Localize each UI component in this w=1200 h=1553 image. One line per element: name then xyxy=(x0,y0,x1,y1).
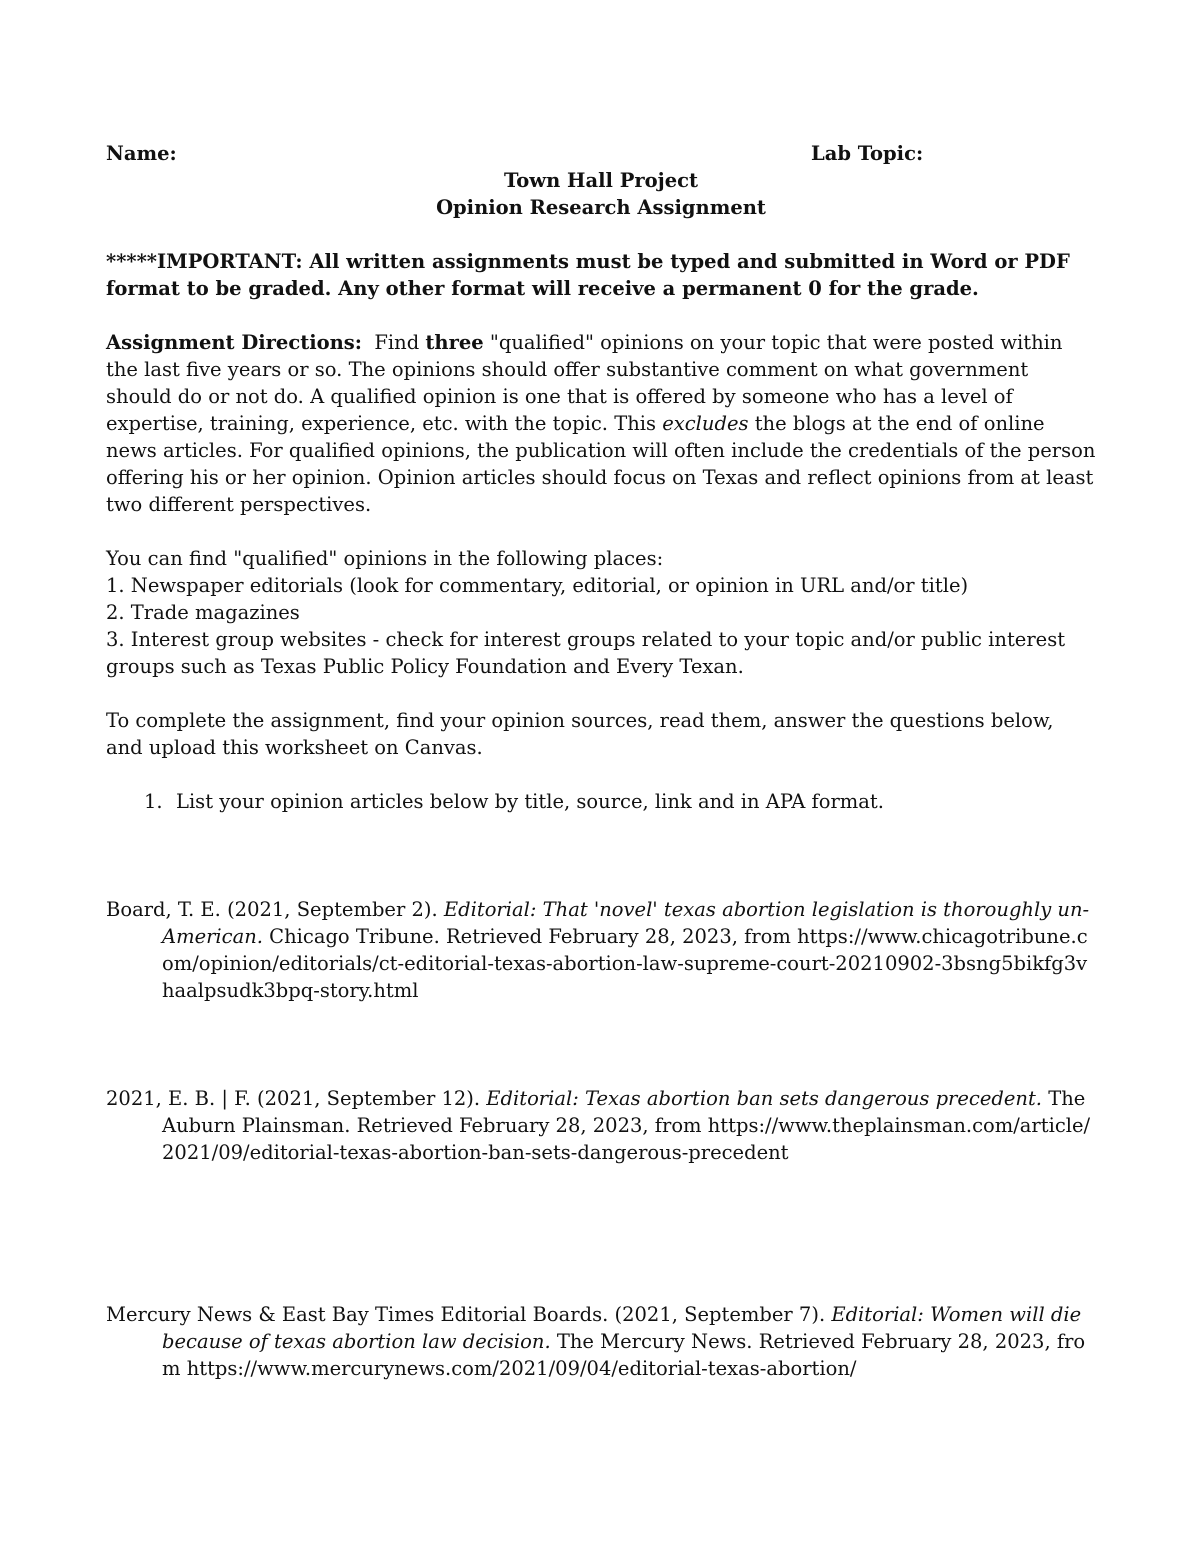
reference-3-author: Mercury News & East Bay Times Editorial Boards. (2021, September 7). xyxy=(106,1303,832,1326)
directions-excludes: excludes xyxy=(662,412,749,435)
completion-instructions: To complete the assignment, find your opinion sources, read them, answer the questions below, and upload this worksheet on Canvas. xyxy=(106,709,1054,759)
reference-1-source: Chicago Tribune. Retrieved February 28, 2023, from https://www.chicagotribune.com/opinion/editorials/ct-editorial-texas-abortion-law-supreme-court-20210902-3bsng5bikfg3vhaalpsudk3bpq-story.html xyxy=(162,925,1088,1002)
important-notice: *****IMPORTANT: All written assignments must be typed and submitted in Word or PDF format to be graded. Any other format will receive a permanent 0 for the grade. xyxy=(106,250,1070,300)
document-page xyxy=(106,140,1096,1382)
reference-3-title: Editorial: Women will die because of texas abortion law decision. xyxy=(162,1303,1082,1353)
reference-3-source: The Mercury News. Retrieved February 28, 2023, from https://www.mercurynews.com/2021/09/04/editorial-texas-abortion/ xyxy=(162,1330,1086,1380)
lab-topic-label: Lab Topic: xyxy=(811,142,924,165)
document-subtitle: Opinion Research Assignment xyxy=(436,196,766,219)
directions-label: Assignment Directions: xyxy=(106,331,362,354)
reference-2-source: The Auburn Plainsman. Retrieved February 28, 2023, from https://www.theplainsman.com/article/2021/09/editorial-texas-abortion-ban-sets-dangerous-precedent xyxy=(162,1087,1091,1164)
header-row xyxy=(106,140,1096,167)
name-label: Name: xyxy=(106,142,177,165)
directions-part3: the blogs at the end of online news articles. For qualified opinions, the publication will often include the credentials of the person offering his or her opinion. Opinion articles should focus on Texas and reflect opinions from at least two different perspectives. xyxy=(106,412,1096,516)
places-intro: You can find "qualified" opinions in the following places: xyxy=(106,547,664,570)
places-item-3: 3. Interest group websites - check for interest groups related to your topic and/or public interest groups such as Texas Public Policy Foundation and Every Texan. xyxy=(106,628,1066,678)
reference-2-title: Editorial: Texas abortion ban sets dangerous precedent. xyxy=(486,1087,1042,1110)
assignment-directions xyxy=(106,329,1096,518)
question-1 xyxy=(106,788,1096,815)
directions-part1: Find xyxy=(374,331,426,354)
question-1-text: List your opinion articles below by title, source, link and in APA format. xyxy=(176,790,884,813)
reference-1 xyxy=(106,896,1096,1004)
places-item-2: 2. Trade magazines xyxy=(106,601,300,624)
reference-1-title: Editorial: That 'novel' texas abortion legislation is thoroughly un-American. xyxy=(162,898,1090,948)
reference-2 xyxy=(106,1085,1096,1166)
reference-3 xyxy=(106,1301,1096,1382)
reference-2-author: 2021, E. B. | F. (2021, September 12). xyxy=(106,1087,487,1110)
places-item-1: 1. Newspaper editorials (look for commentary, editorial, or opinion in URL and/or title) xyxy=(106,574,969,597)
directions-part2: "qualified" opinions on your topic that were posted within the last five years or so. The opinions should offer substantive comment on what government should do or not do. A qualified opinion is one that is offered by someone who has a level of expertise, training, experience, etc. with the topic. This xyxy=(106,331,1063,435)
reference-1-author: Board, T. E. (2021, September 2). xyxy=(106,898,444,921)
question-1-number: 1. xyxy=(144,790,163,813)
document-title: Town Hall Project xyxy=(504,169,698,192)
directions-three: three xyxy=(425,331,484,354)
